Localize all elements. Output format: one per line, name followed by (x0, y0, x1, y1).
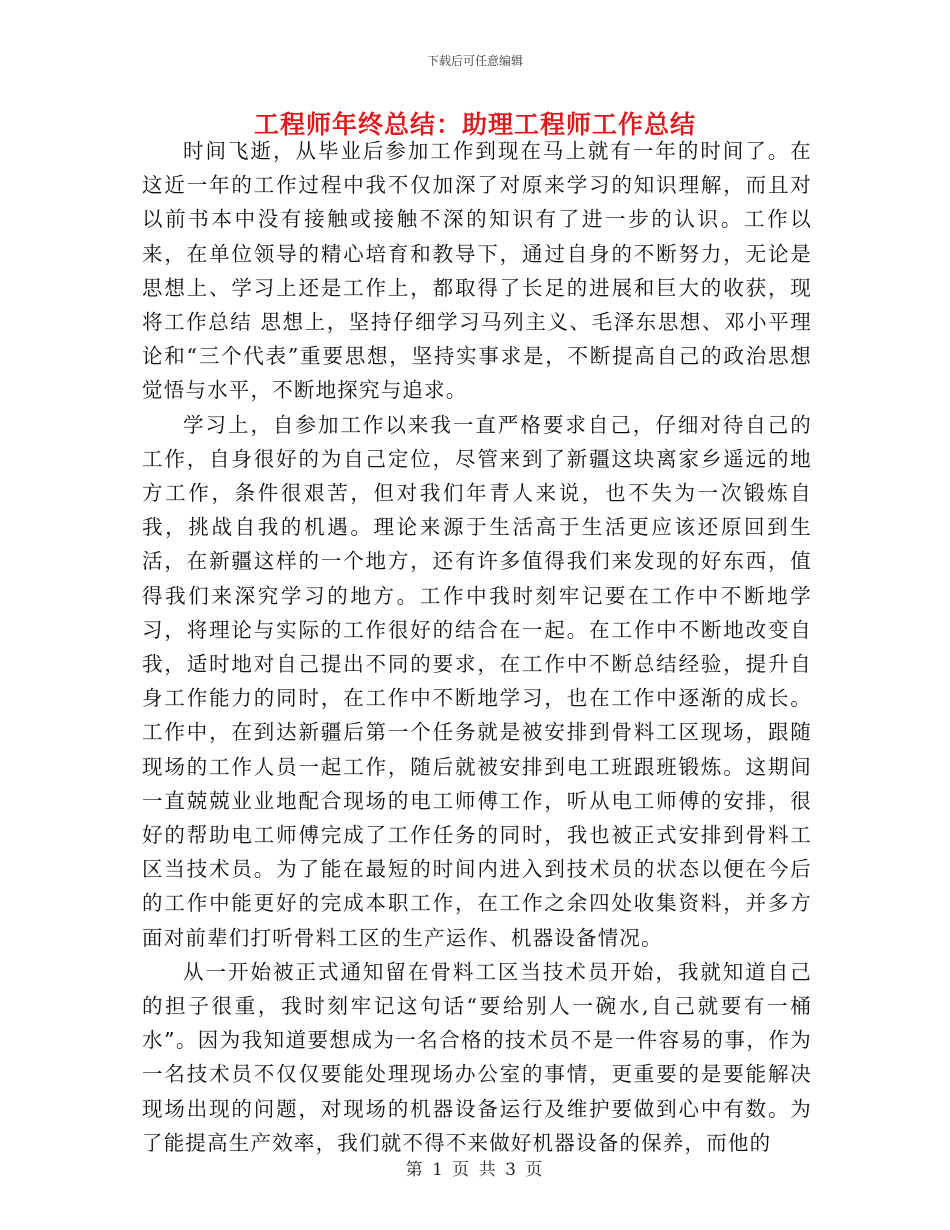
page-header: 下载后可任意编辑 (426, 54, 523, 68)
body-paragraph: 学习上，自参加工作以来我一直严格要求自己，仔细对待自己的工作，自身很好的为自己定位，尽管来到了新疆这块离家乡遥远的地方工作，条件很艰苦，但对我们年青人来说，也不失为一次锻炼自我，挑战自我的机遇。理论来源于生活高于生活更应该还原回到生活，在新疆这样的一个地方，还有许多值得我们来发现的好东西，值得我们来深究学习的地方。工作中我时刻牢记要在工作中不断地学习，将理论与实际的工作很好的结合在一起。在工作中不断地改变自我，适时地对自己提出不同的要求，在工作中不断总结经验，提升自身工作能力的同时，在工作中不断地学习，也在工作中逐渐的成长。 工作中，在到达新疆后第一个任务就是被安排到骨料工区现场，跟随现场的工作人员一起工作，随后就被安排到电工班跟班锻炼。这期间一直兢兢业业地配合现场的电工师傅工作，听从电工师傅的安排，很好的帮助电工师傅完成了工作任务的同时，我也被正式安排到骨料工区当技术员。为了能在最短的时间内进入到技术员的状态以便在今后的工作中能更好的完成本职工作，在工作之余四处收集资料，并多方面对前辈们打听骨料工区的生产运作、机器设备情况。 (142, 412, 812, 950)
document-body (142, 134, 812, 1160)
body-paragraph: 时间飞逝，从毕业后参加工作到现在马上就有一年的时间了。在这近一年的工作过程中我不仅加深了对原来学习的知识理解，而且对以前书本中没有接触或接触不深的知识有了进一步的认识。工作以来，在单位领导的精心培育和教导下，通过自身的不断努力，无论是思想上、学习上还是工作上，都取得了长足的进展和巨大的收获，现将工作总结 思想上，坚持仔细学习马列主义、毛泽东思想、邓小平理论和“三个代表”重要思想，坚持实事求是，不断提高自己的政治思想觉悟与水平，不断地探究与追求。 (142, 139, 812, 403)
document-title: 工程师年终总结：助理工程师工作总结 (253, 110, 696, 139)
body-paragraph: 从一开始被正式通知留在骨料工区当技术员开始，我就知道自己的担子很重，我时刻牢记这句话“要给别人一碗水,自己就要有一桶水”。因为我知道要想成为一名合格的技术员不是一件容易的事，作为一名技术员不仅仅要能处理现场办公室的事情，更重要的是要能解决现场出现的问题，对现场的机器设备运行及维护要做到心中有数。为了能提高生产效率，我们就不得不来做好机器设备的保养，而他的 (142, 959, 812, 1155)
page-number-footer: 第 1 页 共 3 页 (405, 1160, 545, 1180)
